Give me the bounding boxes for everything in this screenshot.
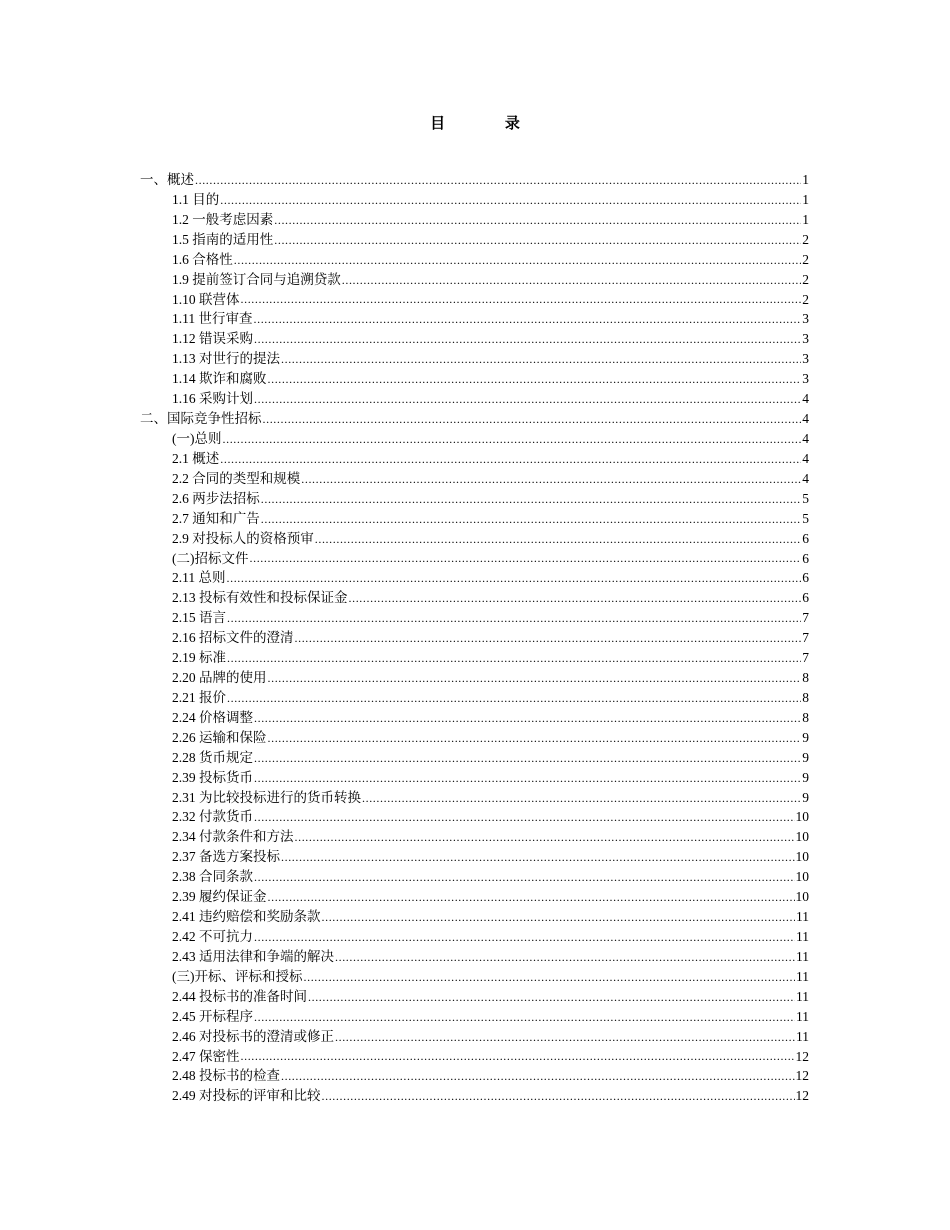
dot-leader — [226, 688, 801, 708]
dot-leader — [280, 349, 801, 369]
toc-entry-page-number: 6 — [802, 530, 809, 546]
toc-entry-page-number: 5 — [802, 490, 809, 506]
toc-entry-title: 2.11 总则 — [172, 570, 226, 586]
toc-entry-page-number: 5 — [802, 510, 809, 526]
toc-entry-title: 2.43 适用法律和争端的解决 — [172, 948, 334, 964]
toc-entry-title: 二、国际竞争性招标 — [140, 411, 262, 427]
toc-entry-page-number: 7 — [802, 630, 809, 646]
toc-entry[interactable] — [140, 568, 809, 588]
dot-leader — [300, 469, 801, 489]
dot-leader — [262, 409, 802, 429]
dot-leader — [334, 947, 795, 967]
dot-leader — [267, 728, 802, 748]
toc-entry-title: 1.16 采购计划 — [172, 391, 253, 407]
toc-entry-page-number: 2 — [802, 271, 809, 287]
toc-entry-title: (三)开标、评标和授标 — [172, 968, 303, 984]
toc-entry-title: 2.39 履约保证金 — [172, 889, 267, 905]
toc-entry[interactable] — [140, 1027, 809, 1047]
toc-entry[interactable] — [140, 409, 809, 429]
toc-entry-page-number: 1 — [802, 191, 809, 207]
toc-entry-page-number: 3 — [802, 351, 809, 367]
toc-entry-title: 2.48 投标书的检查 — [172, 1068, 280, 1084]
toc-entry-title: (二)招标文件 — [172, 550, 249, 566]
toc-entry-title: 2.26 运输和保险 — [172, 729, 267, 745]
toc-entry[interactable] — [140, 230, 809, 250]
toc-entry[interactable] — [140, 927, 809, 947]
toc-entry[interactable] — [140, 708, 809, 728]
dot-leader — [341, 270, 802, 290]
dot-leader — [253, 808, 795, 828]
toc-title: 目 录 — [430, 116, 548, 132]
dot-leader — [273, 210, 801, 230]
dot-leader — [253, 309, 802, 329]
dot-leader — [253, 329, 801, 349]
toc-entry[interactable] — [140, 668, 809, 688]
toc-entry-page-number: 11 — [796, 948, 809, 964]
dot-leader — [222, 429, 802, 449]
toc-entry-page-number: 4 — [802, 411, 809, 427]
toc-entry[interactable] — [140, 170, 809, 190]
toc-entry-title: 1.2 一般考虑因素 — [172, 211, 274, 227]
toc-entry[interactable] — [140, 887, 809, 907]
toc-entry-page-number: 2 — [802, 291, 809, 307]
toc-entry-title: 2.39 投标货币 — [172, 769, 253, 785]
toc-entry-title: 1.10 联营体 — [172, 291, 240, 307]
toc-entry[interactable] — [140, 987, 809, 1007]
toc-entry[interactable] — [140, 489, 809, 509]
toc-entry[interactable] — [140, 728, 809, 748]
dot-leader — [267, 369, 802, 389]
toc-entry-page-number: 11 — [796, 1008, 809, 1024]
toc-entry-page-number: 8 — [802, 670, 809, 686]
toc-entry-title: 2.38 合同条款 — [172, 869, 253, 885]
dot-leader — [249, 549, 802, 569]
toc-entry-page-number: 11 — [796, 988, 809, 1004]
toc-entry[interactable] — [140, 369, 809, 389]
toc-entry-page-number: 9 — [802, 749, 809, 765]
toc-entry-page-number: 11 — [796, 1028, 809, 1044]
dot-leader — [240, 1047, 795, 1067]
toc-entry[interactable] — [140, 529, 809, 549]
toc-entry-title: 1.5 指南的适用性 — [172, 231, 274, 247]
toc-entry-page-number: 4 — [802, 470, 809, 486]
toc-entry[interactable] — [140, 1007, 809, 1027]
toc-entry-title: 2.37 备选方案投标 — [172, 849, 280, 865]
toc-entry-page-number: 10 — [795, 889, 809, 905]
toc-entry[interactable] — [140, 907, 809, 927]
toc-entry-page-number: 8 — [802, 689, 809, 705]
toc-entry-title: 2.42 不可抗力 — [172, 929, 253, 945]
dot-leader — [361, 788, 801, 808]
toc-entry-page-number: 11 — [796, 909, 809, 925]
toc-entry-title: 2.13 投标有效性和投标保证金 — [172, 590, 348, 606]
dot-leader — [267, 668, 802, 688]
toc-entry[interactable] — [140, 827, 809, 847]
toc-entry-title: 2.2 合同的类型和规模 — [172, 470, 301, 486]
toc-entry[interactable] — [140, 608, 809, 628]
toc-entry-title: 2.19 标准 — [172, 650, 226, 666]
toc-entry-title: 一、概述 — [140, 171, 194, 187]
toc-entry-page-number: 1 — [802, 171, 809, 187]
toc-entry-title: 2.21 报价 — [172, 689, 226, 705]
toc-entry[interactable] — [140, 628, 809, 648]
dot-leader — [219, 190, 801, 210]
toc-entry-title: 2.47 保密性 — [172, 1048, 240, 1064]
toc-entry-title: 1.11 世行审查 — [172, 311, 253, 327]
toc-entry-page-number: 6 — [802, 550, 809, 566]
toc-entry-page-number: 9 — [802, 789, 809, 805]
toc-entry[interactable] — [140, 429, 809, 449]
dot-leader — [253, 389, 801, 409]
toc-entry-page-number: 1 — [802, 211, 809, 227]
dot-leader — [253, 768, 801, 788]
dot-leader — [280, 847, 795, 867]
toc-entry[interactable] — [140, 190, 809, 210]
toc-entry[interactable] — [140, 210, 809, 230]
dot-leader — [253, 867, 795, 887]
toc-entry[interactable] — [140, 469, 809, 489]
dot-leader — [260, 489, 802, 509]
dot-leader — [321, 1086, 795, 1106]
toc-entry-title: 2.15 语言 — [172, 610, 226, 626]
toc-entry-title: (一)总则 — [172, 430, 222, 446]
toc-entry-title: 2.7 通知和广告 — [172, 510, 260, 526]
toc-entry-title: 1.1 目的 — [172, 191, 220, 207]
toc-entry-page-number: 10 — [795, 869, 809, 885]
toc-entry-title: 2.32 付款货币 — [172, 809, 253, 825]
dot-leader — [294, 827, 795, 847]
table-of-contents — [140, 170, 809, 1106]
dot-leader — [219, 449, 801, 469]
toc-entry[interactable] — [140, 768, 809, 788]
toc-entry-page-number: 10 — [795, 849, 809, 865]
toc-entry[interactable] — [140, 509, 809, 529]
toc-entry-title: 2.41 违约赔偿和奖励条款 — [172, 909, 321, 925]
toc-entry-title: 2.28 货币规定 — [172, 749, 253, 765]
toc-entry[interactable] — [140, 389, 809, 409]
dot-leader — [307, 987, 795, 1007]
toc-entry[interactable] — [140, 549, 809, 569]
toc-entry-page-number: 11 — [796, 929, 809, 945]
dot-leader — [280, 1066, 795, 1086]
toc-entry-page-number: 3 — [802, 311, 809, 327]
toc-entry[interactable] — [140, 329, 809, 349]
dot-leader — [273, 230, 801, 250]
toc-entry-page-number: 12 — [795, 1068, 809, 1084]
toc-entry-title: 2.44 投标书的准备时间 — [172, 988, 307, 1004]
toc-entry-title: 2.9 对投标人的资格预审 — [172, 530, 314, 546]
toc-entry-page-number: 2 — [802, 231, 809, 247]
toc-entry-page-number: 12 — [795, 1048, 809, 1064]
dot-leader — [226, 648, 801, 668]
toc-entry-title: 2.49 对投标的评审和比较 — [172, 1088, 321, 1104]
toc-entry-title: 2.46 对投标书的澄清或修正 — [172, 1028, 334, 1044]
toc-entry[interactable] — [140, 847, 809, 867]
toc-entry-page-number: 11 — [796, 968, 809, 984]
toc-entry-title: 2.1 概述 — [172, 450, 220, 466]
toc-entry[interactable] — [140, 967, 809, 987]
dot-leader — [253, 927, 795, 947]
toc-entry-page-number: 4 — [802, 450, 809, 466]
toc-entry-title: 2.34 付款条件和方法 — [172, 829, 294, 845]
toc-entry[interactable] — [140, 349, 809, 369]
dot-leader — [321, 907, 796, 927]
toc-entry-title: 2.6 两步法招标 — [172, 490, 260, 506]
toc-entry[interactable] — [140, 808, 809, 828]
dot-leader — [226, 568, 802, 588]
toc-entry-page-number: 2 — [802, 251, 809, 267]
dot-leader — [348, 588, 802, 608]
toc-entry-title: 2.16 招标文件的澄清 — [172, 630, 294, 646]
toc-entry-page-number: 6 — [802, 590, 809, 606]
toc-entry-page-number: 7 — [802, 650, 809, 666]
toc-entry-page-number: 3 — [802, 371, 809, 387]
toc-entry[interactable] — [140, 309, 809, 329]
toc-entry-page-number: 4 — [802, 391, 809, 407]
dot-leader — [233, 250, 802, 270]
dot-leader — [253, 1007, 795, 1027]
toc-entry-page-number: 12 — [795, 1088, 809, 1104]
dot-leader — [260, 509, 802, 529]
dot-leader — [253, 748, 801, 768]
toc-entry-title: 2.45 开标程序 — [172, 1008, 253, 1024]
toc-entry-page-number: 9 — [802, 729, 809, 745]
toc-entry-page-number: 6 — [802, 570, 809, 586]
dot-leader — [334, 1027, 795, 1047]
toc-entry-page-number: 8 — [802, 709, 809, 725]
toc-entry-title: 1.12 错误采购 — [172, 331, 253, 347]
toc-entry[interactable] — [140, 688, 809, 708]
toc-entry[interactable] — [140, 788, 809, 808]
toc-entry[interactable] — [140, 867, 809, 887]
toc-entry-page-number: 3 — [802, 331, 809, 347]
toc-entry-title: 1.9 提前签订合同与追溯贷款 — [172, 271, 341, 287]
toc-entry[interactable] — [140, 1047, 809, 1067]
toc-entry-title: 2.20 品牌的使用 — [172, 670, 267, 686]
toc-entry[interactable] — [140, 290, 809, 310]
toc-entry[interactable] — [140, 748, 809, 768]
toc-entry[interactable] — [140, 1066, 809, 1086]
dot-leader — [314, 529, 802, 549]
toc-entry-title: 2.31 为比较投标进行的货币转换 — [172, 789, 361, 805]
dot-leader — [194, 170, 801, 190]
toc-entry-page-number: 4 — [802, 430, 809, 446]
toc-entry[interactable] — [140, 648, 809, 668]
dot-leader — [303, 967, 796, 987]
toc-entry-title: 1.14 欺诈和腐败 — [172, 371, 267, 387]
dot-leader — [226, 608, 801, 628]
toc-entry[interactable] — [140, 250, 809, 270]
toc-entry-title: 2.24 价格调整 — [172, 709, 253, 725]
toc-entry-title: 1.6 合格性 — [172, 251, 233, 267]
toc-entry[interactable] — [140, 1086, 809, 1106]
toc-entry[interactable] — [140, 947, 809, 967]
toc-entry-page-number: 10 — [795, 829, 809, 845]
toc-entry[interactable] — [140, 270, 809, 290]
dot-leader — [253, 708, 801, 728]
toc-entry[interactable] — [140, 588, 809, 608]
toc-entry[interactable] — [140, 449, 809, 469]
toc-entry-page-number: 9 — [802, 769, 809, 785]
toc-entry-page-number: 7 — [802, 610, 809, 626]
dot-leader — [267, 887, 795, 907]
dot-leader — [240, 290, 802, 310]
toc-entry-title: 1.13 对世行的提法 — [172, 351, 280, 367]
dot-leader — [294, 628, 802, 648]
toc-entry-page-number: 10 — [795, 809, 809, 825]
